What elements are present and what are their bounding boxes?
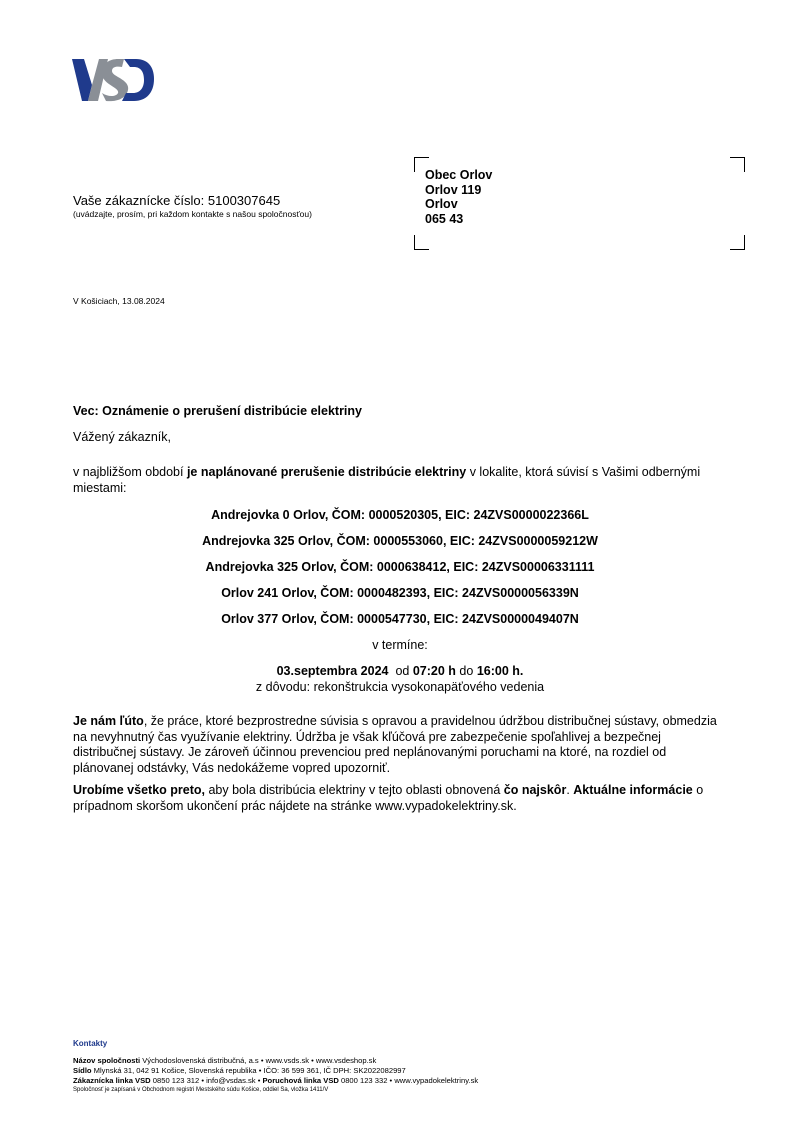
footer-label: Názov spoločnosti xyxy=(73,1056,141,1065)
recipient-line: Orlov 119 xyxy=(425,182,482,197)
footer-label: Poruchová linka VSD xyxy=(262,1076,339,1085)
intro-text-2: v lokalite, ktorá súvisí s Vašimi odbernými miestami: xyxy=(73,465,701,495)
footer-line-company xyxy=(73,1056,478,1066)
location-item: Andrejovka 0 Orlov, ČOM: 0000520305, EIC: 24ZVS0000022366L xyxy=(211,508,589,522)
term-label: v termíne: xyxy=(372,638,428,652)
term-to: 16:00 h. xyxy=(476,664,524,678)
address-corner-tr xyxy=(730,157,745,172)
customer-note: (uvádzajte, prosím, pri každom kontakte s našou spoločnosťou) xyxy=(73,209,312,219)
apology-bold: Je nám ľúto xyxy=(73,714,144,728)
restore-bold-2: čo najskôr xyxy=(503,783,567,797)
intro-paragraph xyxy=(73,465,723,496)
term-reason: z dôvodu: rekonštrukcia vysokonapäťového vedenia xyxy=(255,680,545,694)
footer-line-phones xyxy=(73,1076,478,1086)
restore-text-3: o prípadnom skoršom ukončení prác nájdete na stránke www.vypadokelektriny.sk. xyxy=(73,783,704,813)
term-datetime xyxy=(0,664,800,678)
footer-text: Mlynská 31, 042 91 Košice, Slovenská republika • IČO: 36 599 361, IČ DPH: SK2022082997 xyxy=(91,1066,406,1075)
location-item: Andrejovka 325 Orlov, ČOM: 0000553060, EIC: 24ZVS0000059212W xyxy=(202,534,598,548)
footer-heading: Kontakty xyxy=(73,1039,108,1048)
footer-label: Sídlo xyxy=(73,1066,92,1075)
recipient-line: 065 43 xyxy=(425,211,464,226)
recipient-line: Orlov xyxy=(425,197,458,211)
restore-text-2: . xyxy=(566,783,574,797)
location-item: Orlov 377 Orlov, ČOM: 0000547730, EIC: 24ZVS0000049407N xyxy=(221,612,579,626)
intro-text-1: v najbližšom období xyxy=(73,465,187,479)
footer-line-address xyxy=(73,1066,478,1076)
recipient-address xyxy=(425,168,492,226)
logo-text: VSD xyxy=(72,57,75,58)
footer-text: 0800 123 332 • www.vypadokelektriny.sk xyxy=(338,1076,479,1085)
intro-bold: je naplánované prerušenie distribúcie elektriny xyxy=(186,465,467,479)
term-date: 03.septembra 2024 xyxy=(276,664,389,678)
customer-number: Vaše zákaznícke číslo: 5100307645 xyxy=(73,193,281,208)
place-date: V Košiciach, 13.08.2024 xyxy=(73,296,165,306)
footer-text: Východoslovenská distribučná, a.s • www.vsds.sk • www.vsdeshop.sk xyxy=(140,1056,377,1065)
footer-registry: Spoločnosť je zapísaná v Obchodnom registri Mestského súdu Košice, oddiel Sa, vložka 1411/V xyxy=(73,1087,329,1093)
footer-contacts xyxy=(73,1056,478,1086)
term-do: do xyxy=(459,664,474,678)
term-od: od xyxy=(395,664,410,678)
recipient-line: Obec Orlov xyxy=(425,168,493,182)
subject: Vec: Oznámenie o prerušení distribúcie elektriny xyxy=(73,404,362,418)
restore-bold-3: Aktuálne informácie xyxy=(573,783,693,797)
term-from: 07:20 h xyxy=(412,664,456,678)
footer-text: 0850 123 312 • info@vsdas.sk • xyxy=(150,1076,263,1085)
apology-text: , že práce, ktoré bezprostredne súvisia s opravou a pravidelnou údržbou distribučnej sústavy, obmedzia na nevyhnutný čas využívanie elektriny. Údržba je však kľúčová pre zabezpečenie spoľahlivej a bezpečnej distribučnej sústavy. Je zároveň účinnou prevenciou pred neplánovanými poruchami na ktoré, na rozdiel od plánovanej odstávky, Vás nedokážeme vopred upozorniť. xyxy=(73,714,717,775)
restore-paragraph xyxy=(73,783,723,814)
restore-bold-1: Urobíme všetko preto, xyxy=(73,783,205,797)
footer-label: Zákaznícka linka VSD xyxy=(73,1076,151,1085)
location-item: Andrejovka 325 Orlov, ČOM: 0000638412, EIC: 24ZVS00006331111 xyxy=(205,560,595,574)
address-corner-bl xyxy=(414,235,429,250)
restore-text-1: aby bola distribúcia elektriny v tejto oblasti obnovená xyxy=(204,783,504,797)
vsd-logo xyxy=(72,57,154,103)
greeting: Vážený zákazník, xyxy=(73,430,171,444)
apology-paragraph xyxy=(73,714,723,776)
location-item: Orlov 241 Orlov, ČOM: 0000482393, EIC: 24ZVS0000056339N xyxy=(221,586,579,600)
address-corner-br xyxy=(730,235,745,250)
